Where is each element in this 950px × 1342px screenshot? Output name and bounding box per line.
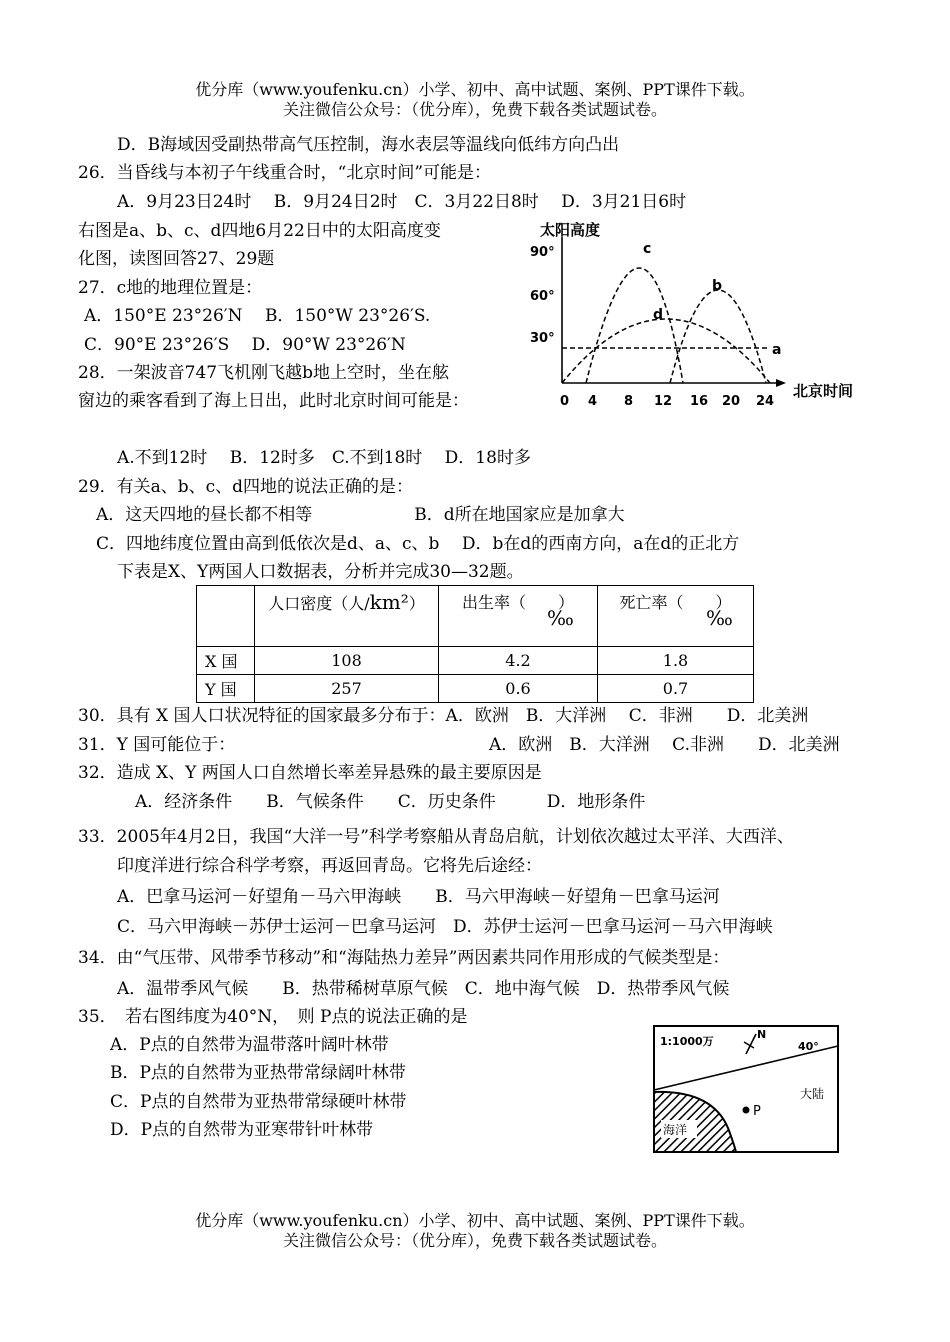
label-b: b: [712, 278, 723, 294]
header-death-rate: [598, 586, 754, 647]
q35-option-a: A．P点的自然带为温带落叶阔叶林带: [110, 1035, 389, 1055]
north-label: N: [757, 1028, 767, 1041]
land-label: 大陆: [800, 1087, 825, 1101]
q28-line-1: 28．一架波音747飞机刚飞越b地上空时，坐在舷: [78, 363, 449, 383]
chart-xlabel: 北京时间: [793, 382, 854, 400]
curve-b: [670, 290, 766, 383]
q25-option-d: D．B海域因受副热带高气压控制，海水表层等温线向低纬方向凸出: [117, 135, 620, 155]
xtick-20: 20: [722, 394, 741, 409]
q27-stem: 27．c地的地理位置是：: [78, 278, 263, 298]
ytick-30: 30°: [530, 331, 555, 346]
footer-line-2: 关注微信公众号：（优分库），免费下载各类试题试卷。: [282, 1231, 667, 1250]
table-corner-cell: [197, 586, 255, 647]
footer-line-1: 优分库（www.youfenku.cn）小学、初中、高中试题、案例、PPT课件下载。: [195, 1211, 755, 1230]
header-density-unit: km²: [369, 590, 409, 614]
row-death: 0.7: [598, 675, 754, 703]
q28-line-2: 窗边的乘客看到了海上日出，此时北京时间可能是：: [78, 391, 469, 411]
q35-stem: 35． 若右图纬度为40°N， 则 P点的说法正确的是: [78, 1007, 468, 1027]
q29-options-ab: A．这天四地的昼长都不相等 B．d所在地国家应是加拿大: [96, 505, 625, 525]
q27-options-cd: C．90°E 23°26′S D．90°W 23°26′N: [84, 335, 406, 355]
q28-options: A.不到12时 B．12时多 C.不到18时 D．18时多: [117, 448, 531, 468]
q34-options: A．温带季风气候 B．热带稀树草原气候 C．地中海气候 D．热带季风气候: [117, 979, 730, 999]
row-birth: 4.2: [439, 647, 598, 675]
row-density: 108: [255, 647, 439, 675]
label-a: a: [772, 342, 782, 358]
latitude-label: 40°: [798, 1040, 819, 1053]
q29-stem: 29．有关a、b、c、d四地的说法正确的是：: [78, 477, 414, 497]
header-density-close: ）: [408, 594, 425, 613]
header-line-2: 关注微信公众号：（优分库），免费下载各类试题试卷。: [282, 100, 667, 119]
header-death-permille: ‰: [706, 606, 733, 630]
q31-stem: 31．Y 国可能位于：: [78, 735, 236, 755]
xtick-4: 4: [588, 394, 598, 409]
row-density: 257: [255, 675, 439, 703]
table-header-row: [197, 586, 754, 647]
table-row: [197, 647, 754, 675]
q33-line-2: 印度洋进行综合科学考察，再返回青岛。它将先后途经：: [117, 856, 542, 876]
curve-d: [562, 319, 770, 383]
chart-x-arrow: [776, 379, 786, 387]
chart-title: 太阳高度: [540, 221, 601, 239]
q31-options: A．欧洲 B．大洋洲 C.非洲 D．北美洲: [489, 735, 840, 755]
q27-options-ab: A．150°E 23°26′N B．150°W 23°26′S.: [84, 306, 431, 326]
row-death: 1.8: [598, 647, 754, 675]
point-p-label: P: [753, 1104, 761, 1119]
row-country: Y 国: [197, 675, 255, 703]
q32-stem: 32．造成 X、Y 两国人口自然增长率差异悬殊的最主要原因是: [78, 763, 542, 783]
curve-c: [586, 268, 683, 383]
point-p-marker: [743, 1107, 750, 1114]
ytick-60: 60°: [530, 289, 555, 304]
xtick-24: 24: [756, 394, 775, 409]
header-birth-rate: [439, 586, 598, 647]
q35-option-c: C．P点的自然带为亚热带常绿硬叶林带: [110, 1092, 407, 1112]
q34-stem: 34．由“气压带、风带季节移动”和“海陆热力差异”两因素共同作用形成的气候类型是：: [78, 948, 730, 968]
q30: 30．具有 X 国人口状况特征的国家最多分布于：A．欧洲 B．大洋洲 C．非洲 D．北美洲: [78, 706, 809, 726]
label-c: c: [643, 241, 652, 257]
map-scale: 1:1000万: [660, 1035, 714, 1048]
xtick-0: 0: [560, 394, 570, 409]
intro-27-line-1: 右图是a、b、c、d四地6月22日中的太阳高度变: [78, 221, 441, 241]
location-map: [642, 1020, 847, 1160]
header-line-1: 优分库（www.youfenku.cn）小学、初中、高中试题、案例、PPT课件下载。: [195, 80, 755, 99]
header-death-label: 死亡率（ ）: [619, 593, 732, 612]
q33-options-cd: C．马六甲海峡－苏伊士运河－巴拿马运河 D．苏伊士运河－巴拿马运河－马六甲海峡: [117, 917, 773, 937]
q26-stem: 26．当昏线与本初子午线重合时，“北京时间”可能是：: [78, 163, 492, 183]
q26-options: A．9月23日24时 B．9月24日2时 C．3月22日8时 D．3月21日6时: [117, 192, 687, 212]
header-density-label: 人口密度（人/: [268, 594, 370, 613]
q33-line-1: 33．2005年4月2日，我国“大洋一号”科学考察船从青岛启航，计划依次越过太平洋、大西洋、: [78, 827, 794, 847]
q35-option-b: B．P点的自然带为亚热带常绿阔叶林带: [110, 1063, 406, 1083]
ocean-label: 海洋: [663, 1123, 688, 1137]
xtick-12: 12: [654, 394, 673, 409]
header-birth-permille: ‰: [547, 606, 574, 630]
q33-options-ab: A．巴拿马运河－好望角－马六甲海峡 B．马六甲海峡－好望角－巴拿马运河: [117, 887, 720, 907]
q29-options-cd: C．四地纬度位置由高到低依次是d、a、c、b D．b在d的西南方向，a在d的正北方: [96, 534, 740, 554]
q32-options: A．经济条件 B．气候条件 C．历史条件 D．地形条件: [135, 792, 646, 812]
xtick-8: 8: [624, 394, 634, 409]
sun-altitude-chart: [520, 215, 870, 415]
table-intro: 下表是X、Y两国人口数据表，分析并完成30—32题。: [117, 562, 524, 582]
header-density: [255, 586, 439, 647]
ytick-90: 90°: [530, 245, 555, 260]
xtick-16: 16: [690, 394, 709, 409]
table-row: [197, 675, 754, 703]
label-d: d: [653, 307, 664, 323]
row-birth: 0.6: [439, 675, 598, 703]
row-country: X 国: [197, 647, 255, 675]
q35-option-d: D．P点的自然带为亚寒带针叶林带: [110, 1120, 374, 1140]
population-table: [196, 585, 754, 703]
intro-27-line-2: 化图，读图回答27、29题: [78, 249, 275, 269]
header-birth-label: 出生率（ ）: [461, 593, 574, 612]
